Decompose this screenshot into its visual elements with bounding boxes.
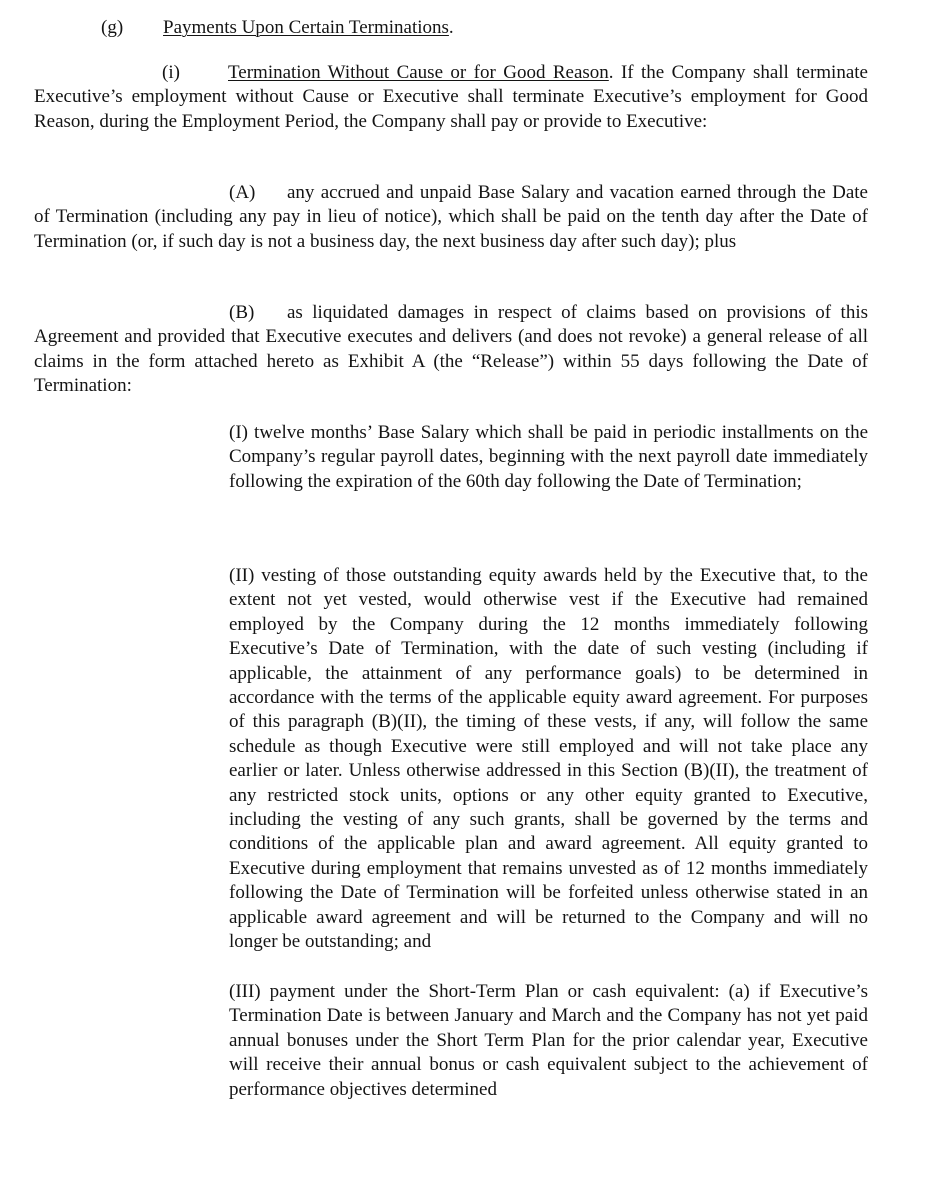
section-g-title-wrap <box>163 16 454 40</box>
paragraph-i-heading: Termination Without Cause or for Good Reason <box>228 62 609 83</box>
paragraph-a-number: (A) <box>229 182 256 203</box>
section-g-title-period: . <box>448 17 454 38</box>
paragraph-a <box>34 181 868 254</box>
paragraph-i-number: (i) <box>162 62 180 83</box>
paragraph-a-body: any accrued and unpaid Base Salary and vacation earned through the Date of Termination (including any pay in lieu of notice), which shall be paid on the tenth day after the Date of Termination (or, if such day is not a business day, the next business day after such day); plus <box>34 182 868 252</box>
subparagraph-i: (I) twelve months’ Base Salary which shall be paid in periodic installments on the Company’s regular payroll dates, beginning with the next payroll date immediately following the expiration of the 60th day following the Date of Termination; <box>229 422 868 492</box>
paragraph-b <box>34 301 868 399</box>
subparagraph-ii: (II) vesting of those outstanding equity awards held by the Executive that, to the extent not yet vested, would otherwise vest if the Executive had remained employed by the Company during the 12 months immediately following Executive’s Date of Termination, with the date of such vesting (including if applicable, the attainment of any performance goals) to be determined in accordance with the terms of the applicable equity award agreement. For purposes of this paragraph (B)(II), the timing of these vests, if any, will follow the same schedule as though Executive were still employed and will not take place any earlier or later. Unless otherwise addressed in this Section (B)(II), the treatment of any restricted stock units, options or any other equity granted to Executive, including the vesting of any such grants, shall be governed by the terms and conditions of the applicable plan and award agreement. All equity granted to Executive during employment that remains unvested as of 12 months immediately following the Date of Termination will be forfeited unless otherwise stated in an applicable award agreement and will be returned to the Company and will no longer be outstanding; and <box>229 565 868 953</box>
section-g-label: (g) <box>101 17 124 38</box>
paragraph-i <box>34 61 868 134</box>
paragraph-b-body: as liquidated damages in respect of claims based on provisions of this Agreement and provided that Executive executes and delivers (and does not revoke) a general release of all claims in the form attached hereto as Exhibit A (the “Release”) within 55 days following the Date of Termination: <box>34 302 868 397</box>
paragraph-b-number: (B) <box>229 302 255 323</box>
paragraph-i-body: . If the Company shall terminate Executive’s employment without Cause or Executive shall terminate Executive’s employment for Good Reason, during the Employment Period, the Company shall pay or provide to Executive: <box>34 62 868 132</box>
section-g-title: Payments Upon Certain Terminations <box>163 17 449 38</box>
subparagraph-iii: (III) payment under the Short-Term Plan or cash equivalent: (a) if Executive’s Termination Date is between January and March and the Company has not yet paid annual bonuses under the Short Term Plan for the prior calendar year, Executive will receive their annual bonus or cash equivalent subject to the achievement of performance objectives determined <box>229 981 868 1100</box>
